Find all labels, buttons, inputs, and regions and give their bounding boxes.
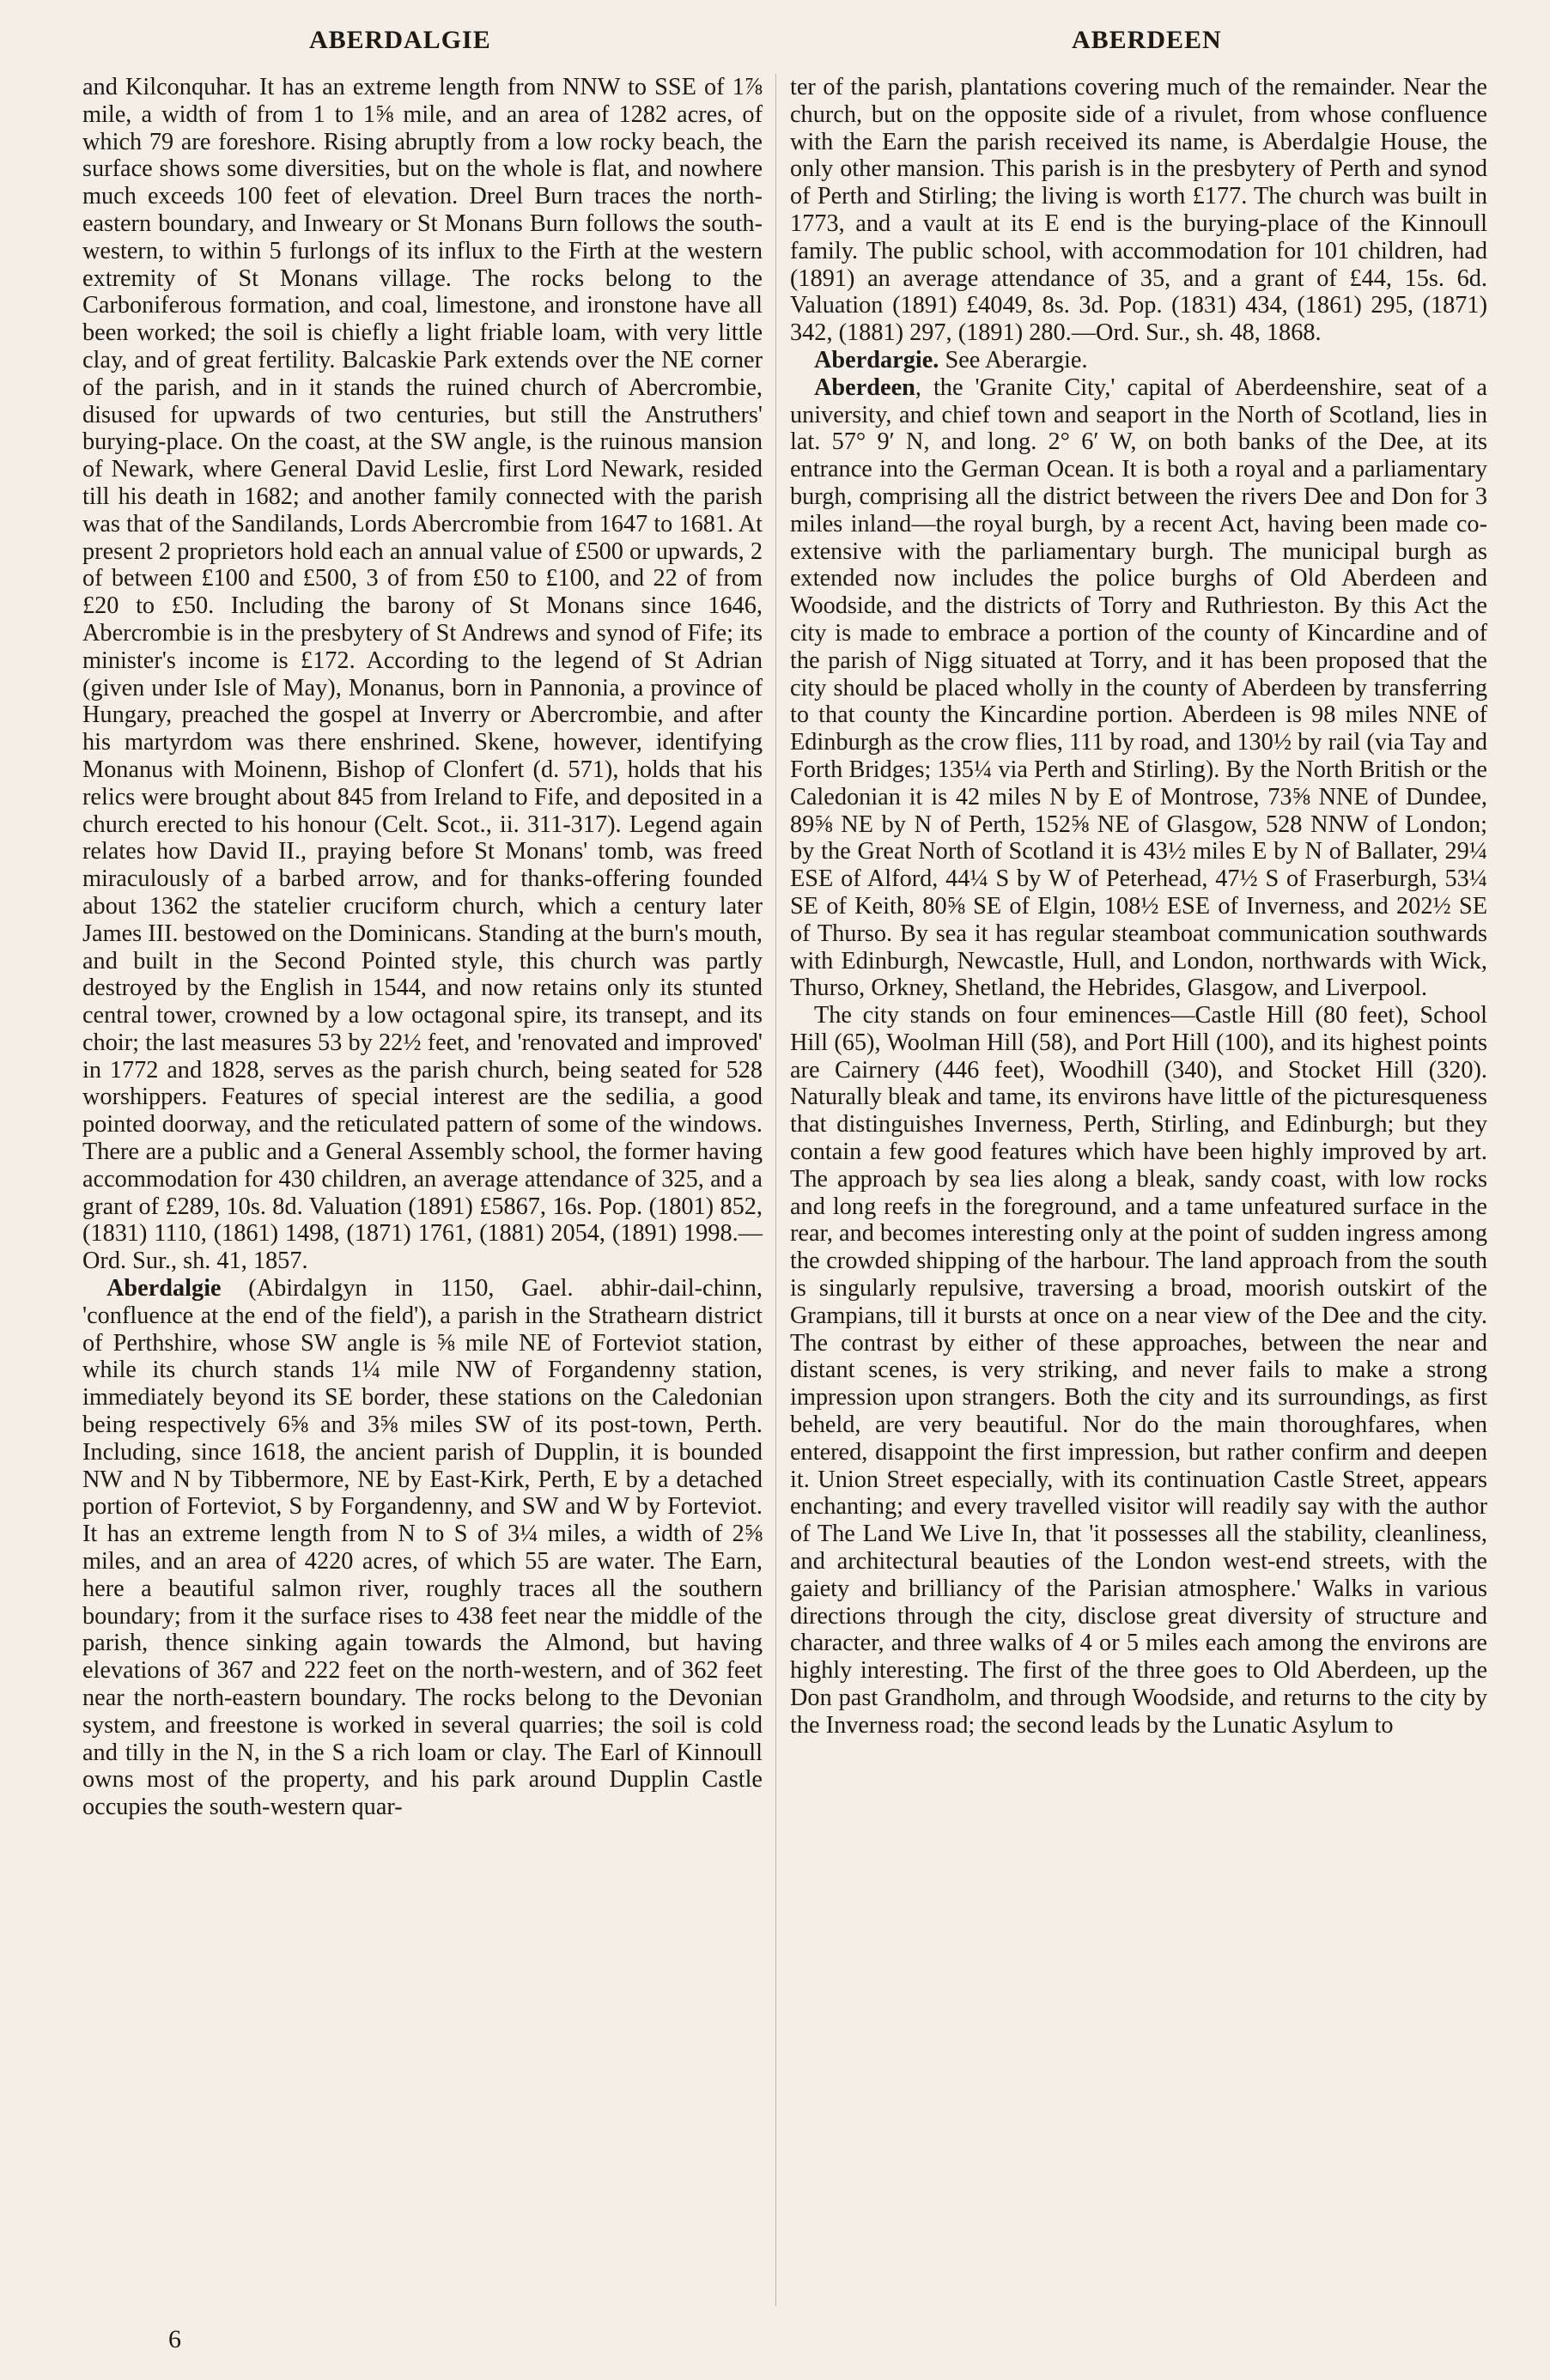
- entry-aberdargie-text: See Aberargie.: [939, 346, 1088, 373]
- entry-aberdargie: [790, 347, 1487, 374]
- left-running-head: ABERDALGIE: [309, 26, 491, 54]
- entry-aberdeen-text: , the 'Granite City,' capital of Aberdeenshire, seat of a university, and chief town and seaport in the North of Scotland, lies in lat. 57° 9′ N, and long. 2° 6′ W, on both banks of the Dee, at its entrance into the German Ocean. It is both a royal and a parliamentary burgh, comprising all the district between the rivers Dee and Don for 3 miles inland—the royal burgh, by a recent Act, having been made co-extensive with the parliamentary burgh. The municipal burgh as extended now includes the police burghs of Old Aberdeen and Woodside, and the districts of Torry and Ruthrieston. By this Act the city is made to embrace a portion of the county of Kincardine and of the parish of Nigg situated at Torry, and it has been proposed that the city should be placed wholly in the county of Aberdeen by transferring to that county the Kincardine portion. Aberdeen is 98 miles NNE of Edinburgh as the crow flies, 111 by road, and 130½ by rail (via Tay and Forth Bridges; 135¼ via Perth and Stirling). By the North British or the Caledonian it is 42 miles N by E of Montrose, 73⅝ NNE of Dundee, 89⅝ NE by N of Perth, 152⅝ NE of Glasgow, 528 NNW of London; by the Great North of Scotland it is 43½ miles E by N of Ballater, 29¼ ESE of Alford, 44¼ S by W of Peterhead, 47½ S of Fraserburgh, 53¼ SE of Keith, 80⅝ SE of Elgin, 108½ ESE of Inverness, and 202½ SE of Thurso. By sea it has regular steamboat communication southwards with Edinburgh, Newcastle, Hull, and London, northwards with Wick, Thurso, Orkney, Shetland, the Hebrides, Glasgow, and Liverpool.: [790, 373, 1487, 1002]
- entry-aberdalgie: [82, 1275, 763, 1821]
- entry-aberdeen: [790, 374, 1487, 1002]
- left-column: [82, 74, 763, 1821]
- entry-abercrombie-continuation: and Kilconquhar. It has an extreme length from NNW to SSE of 1⅞ mile, a width of from 1 to 1⅝ mile, and an area of 1282 acres, of which 79 are foreshore. Rising abruptly from a low rocky beach, the surface shows some diversities, but on the whole is flat, and nowhere much exceeds 100 feet of elevation. Dreel Burn traces the north-eastern boundary, and Inweary or St Monans Burn follows the south-western, to within 5 furlongs of its influx to the Firth at the western extremity of St Monans village. The rocks belong to the Carboniferous formation, and coal, limestone, and ironstone have all been worked; the soil is chiefly a light friable loam, with very little clay, and of great fertility. Balcaskie Park extends over the NE corner of the parish, and in it stands the ruined church of Abercrombie, disused for upwards of two centuries, but still the Anstruthers' burying-place. On the coast, at the SW angle, is the ruinous mansion of Newark, where General David Leslie, first Lord Newark, resided till his death in 1682; and another family connected with the parish was that of the Sandilands, Lords Abercrombie from 1647 to 1681. At present 2 proprietors hold each an annual value of £500 or upwards, 2 of between £100 and £500, 3 of from £50 to £100, and 22 of from £20 to £50. Including the barony of St Monans since 1646, Abercrombie is in the presbytery of St Andrews and synod of Fife; its minister's income is £172. According to the legend of St Adrian (given under Isle of May), Monanus, born in Pannonia, a province of Hungary, preached the gospel at Inverry or Abercrombie, and after his martyrdom was there enshrined. Skene, however, identifying Monanus with Moinenn, Bishop of Clonfert (d. 571), holds that his relics were brought about 845 from Ireland to Fife, and deposited in a church erected to his honour (Celt. Scot., ii. 311-317). Legend again relates how David II., praying before St Monans' tomb, was freed miraculously of a barbed arrow, and for thanks-offering founded about 1362 the statelier cruciform church, which a century later James III. bestowed on the Dominicans. Standing at the burn's mouth, and built in the Second Pointed style, this church was partly destroyed by the English in 1544, and now retains only its stunted central tower, crowned by a low octagonal spire, its transept, and its choir; the last measures 53 by 22½ feet, and 'renovated and improved' in 1772 and 1828, serves as the parish church, being seated for 528 worshippers. Features of special interest are the sedilia, a good pointed doorway, and the reticulated pattern of some of the windows. There are a public and a General Assembly school, the former having accommodation for 430 children, an average attendance of 325, and a grant of £289, 10s. 8d. Valuation (1891) £5867, 16s. Pop. (1801) 852, (1831) 1110, (1861) 1498, (1871) 1761, (1881) 2054, (1891) 1998.—Ord. Sur., sh. 41, 1857.: [82, 74, 763, 1275]
- entry-aberdeen-paragraph-2: The city stands on four eminences—Castle Hill (80 feet), School Hill (65), Woolman Hill (58), and Port Hill (100), and its highest points are Cairnery (446 feet), Woodhill (340), and Stocket Hill (320). Naturally bleak and tame, its environs have little of the picturesqueness that distinguishes Inverness, Perth, Stirling, and Edinburgh; but they contain a few good features which have been highly improved by art. The approach by sea lies along a bleak, sandy coast, with low rocks and long reefs in the foreground, and a tame unfeatured surface in the rear, and becomes interesting only at the point of sudden ingress among the crowded shipping of the harbour. The land approach from the south is singularly repulsive, traversing a broad, moorish outskirt of the Grampians, till it bursts at once on a near view of the Dee and the city. The contrast by either of these approaches, between the near and distant scenes, is very striking, and never fails to make a strong impression upon strangers. Both the city and its surroundings, as first beheld, are very beautiful. Nor do the main thoroughfares, when entered, disappoint the first impression, but rather confirm and deepen it. Union Street especially, with its continuation Castle Street, appears enchanting; and every travelled visitor will readily say with the author of The Land We Live In, that 'it possesses all the stability, cleanliness, and architectural beauties of the London west-end streets, with the gaiety and brilliancy of the Parisian atmosphere.' Walks in various directions through the city, disclose great diversity of structure and character, and three walks of 4 or 5 miles each among the environs are highly interesting. The first of the three goes to Old Aberdeen, up the Don past Grandholm, and through Woodside, and returns to the city by the Inverness road; the second leads by the Lunatic Asylum to: [790, 1002, 1487, 1739]
- page-number: 6: [168, 2325, 181, 2353]
- headword-aberdalgie: Aberdalgie: [106, 1275, 222, 1302]
- column-divider: [775, 74, 776, 2306]
- right-running-head: ABERDEEN: [1072, 26, 1222, 54]
- right-column: [790, 74, 1487, 1739]
- entry-aberdalgie-text: (Abirdalgyn in 1150, Gael. abhir-dail-chinn, 'confluence at the end of the field'), a parish in the Strathearn district of Perthshire, whose SW angle is ⅝ mile NE of Forteviot station, while its church stands 1¼ mile NW of Forgandenny station, immediately beyond its SE border, these stations on the Caledonian being respectively 6⅝ and 3⅝ miles SW of its post-town, Perth. Including, since 1618, the ancient parish of Dupplin, it is bounded NW and N by Tibbermore, NE by East-Kirk, Perth, E by a detached portion of Forteviot, S by Forgandenny, and SW and W by Forteviot. It has an extreme length from N to S of 3¼ miles, a width of 2⅝ miles, and an area of 4220 acres, of which 55 are water. The Earn, here a beautiful salmon river, roughly traces all the southern boundary; from it the surface rises to 438 feet near the middle of the parish, thence sinking again towards the Almond, but having elevations of 367 and 222 feet on the north-western, and of 362 feet near the north-eastern boundary. The rocks belong to the Devonian system, and freestone is worked in several quarries; the soil is cold and tilly in the N, in the S a rich loam or clay. The Earl of Kinnoull owns most of the property, and his park around Dupplin Castle occupies the south-western quar-: [82, 1275, 763, 1821]
- page-header: [0, 21, 1550, 64]
- headword-aberdeen: Aberdeen: [814, 373, 915, 401]
- headword-aberdargie: Aberdargie.: [814, 346, 939, 373]
- entry-aberdalgie-continuation: ter of the parish, plantations covering much of the remainder. Near the church, but on the opposite side of a rivulet, from whose confluence with the Earn the parish received its name, is Aberdalgie House, the only other mansion. This parish is in the presbytery of Perth and synod of Perth and Stirling; the living is worth £177. The church was built in 1773, and a vault at its E end is the burying-place of the Kinnoull family. The public school, with accommodation for 101 children, had (1891) an average attendance of 35, and a grant of £44, 15s. 6d. Valuation (1891) £4049, 8s. 3d. Pop. (1831) 434, (1861) 295, (1871) 342, (1881) 297, (1891) 280.—Ord. Sur., sh. 48, 1868.: [790, 74, 1487, 347]
